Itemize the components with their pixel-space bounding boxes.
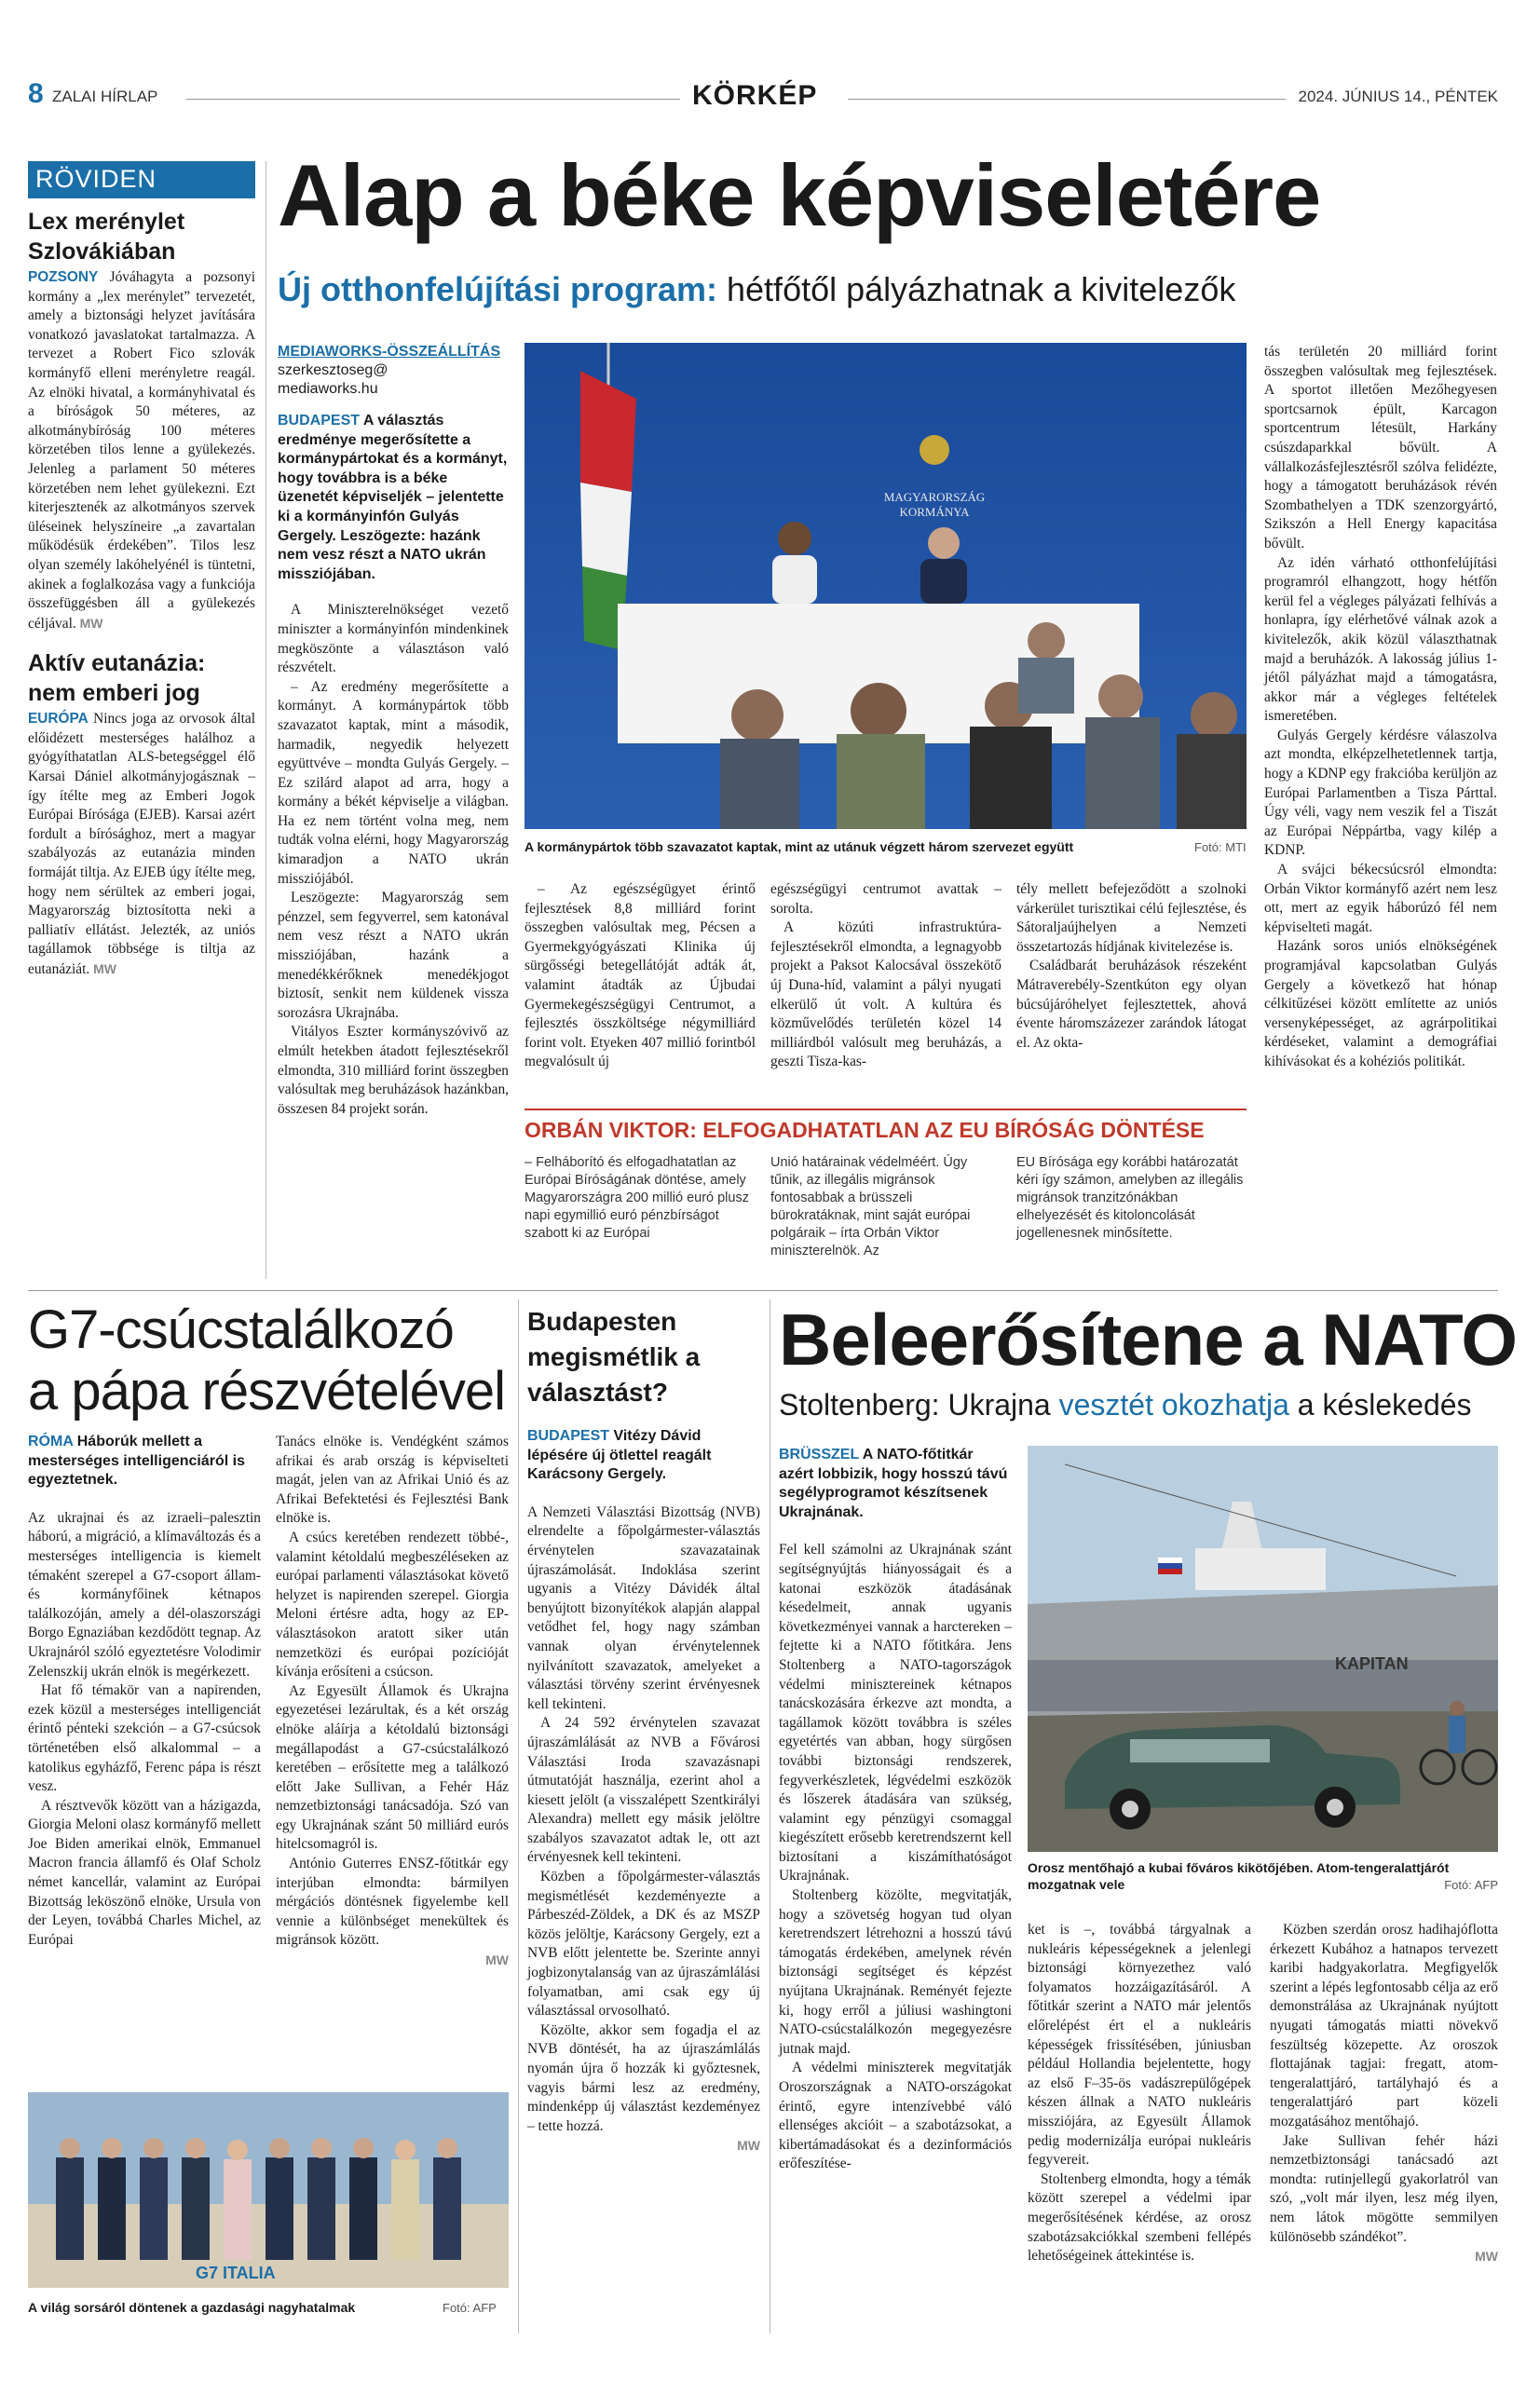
- nato-subtitle-a: Stoltenberg: Ukrajna: [779, 1388, 1051, 1422]
- roviden-item1-text: Jóváhagyta a pozsonyi kormány a „lex merénylet” tervezetét, amely a biztonsági helyzet javítására vonatkozó javaslatokat tartalmazza. A tervezet a Robert Fico szlovák kormányfő elleni merényletre reagál. Az elnöki hivatal, a kormányhivatal és a bíróságok 50 méteres, az alkotmánybíróság 100 méteres körzetében tilos lenne a gyülekezés. Jelenleg a parlament 50 méteres körzetében nem lehet gyülekezni. Ezt kiterjesztenék az alkotmányos szervek üléseinek helyszíneire „a zavartalan működésük érdekében”. Tilos lesz olyan személy lakóhelyénél is tüntetni, akinek a foglalkozása vagy a funkciója összefüggésben áll a gyülekezés céljával.: [28, 269, 255, 632]
- quote-columns: [525, 1154, 1247, 1260]
- nato-col1: [779, 1446, 1012, 2174]
- havana-ship-image: [1028, 1446, 1498, 1852]
- page-date: 2024. JÚNIUS 14., PÉNTEK: [1298, 88, 1498, 105]
- paragraph: tély mellett befejeződött a szolnoki várkerület turisztikai célú fejlesztése, és Sátoraljaújhelyen a Nemzeti összetartozás hídjának kivitelezése is.: [1016, 881, 1247, 955]
- g7-banner: G7 ITALIA: [196, 2264, 276, 2282]
- budapest-title: Budapesten megismétlik a választást?: [527, 1307, 701, 1407]
- header-rule-right: [848, 99, 1286, 100]
- main-photo: [525, 343, 1247, 829]
- g7-col1: [28, 1433, 261, 1950]
- g7-place: RÓMA: [28, 1434, 74, 1449]
- nato-col2: [1028, 1921, 1251, 2266]
- roviden-item2-place: EURÓPA: [28, 711, 89, 728]
- paragraph: tás területén 20 milliárd forint összegben valósultak meg fejlesztések. A sportot illetően Mezőhegyesen sportcsarnok épült, Karcagon sportcentrum létesült, Harkány csúszdaparkkal bővült. A vállalkozásfejlesztésről szólva felidézte, hogy a támogatott beruházások révén Szombathelyen a TDK szenzorgyártó, Szikszón a Hell Energy kapacitása bővült.: [1264, 344, 1497, 551]
- roviden-column: [28, 207, 255, 980]
- roviden-item2-title: Aktív eutanázia: nem emberi jog: [28, 650, 206, 707]
- section-divider: [28, 1290, 1498, 1291]
- paragraph: Jake Sullivan fehér házi nemzetbiztonsági tanácsadó azt mondta: rutinjellegű gyakorlatról van szó, „volt már ilyen, lesz még ilyen, nem látok mögötte semmilyen különösebb szándékot”.: [1270, 2132, 1498, 2245]
- page-header: [28, 78, 1498, 116]
- quote-col: EU Bírósága egy korábbi határozatát kéri így számon, amelyben az illegális migránsok tranzitzónákban elhelyezését és kitoloncolását jogellenesnek minősítette.: [1016, 1155, 1244, 1241]
- nato-subtitle-c: a késlekedés: [1297, 1388, 1472, 1422]
- main-byline: [278, 343, 509, 399]
- paragraph: Közölte, akkor sem fogadja el az NVB döntését, ha az újraszámlálás nyomán újra ő hozzák ki győztesnek, vagyis bármi lesz az eredmény, mindenképp új választást kezdeményez – tette hozzá.: [527, 2021, 760, 2134]
- nato-lead: [779, 1446, 1012, 1522]
- paragraph: Közben a főpolgármester-választás megismétlését kezdeményezte a Párbeszéd-Zöldek, a DK és az MSZP közös jelöltje, Karácsony Gergely, ezt a NVB előtt jelentette be. Szerinte annyi jogbizonytalanság van az újraszámlálási folyamatban, ami csak egy új választással orvosolható.: [527, 1869, 760, 2020]
- main-lead: [278, 412, 509, 584]
- main-lead-text: A választás eredménye megerősítette a kormánypártokat és a kormányt, hogy továbbra is a béke üzenetét képviseljék – jelentette ki a kormányinfón Gulyás Gergely. Leszögezte: hazánk nem vesz részt a NATO ukrán missziójában.: [278, 413, 508, 582]
- byline-name: MEDIAWORKS-ÖSSZEÁLLÍTÁS: [278, 344, 501, 360]
- roviden-item2-sign: MW: [93, 961, 116, 976]
- nato-subtitle: [779, 1388, 1472, 1422]
- main-col3: [770, 880, 1001, 1072]
- nato-photo-credit: Fotó: AFP: [1444, 1878, 1498, 1892]
- byline-mail2: mediaworks.hu: [278, 381, 378, 397]
- paragraph: Hat fő témakör van a napirenden, ezek közül a mesterséges intelligenciát érintő pénteki szekción – a G7-csúcsok történetében első alkalommal – a katolikus egyházfő, Ferenc pápa is részt vesz.: [28, 1682, 261, 1795]
- roviden-item1-body: [28, 268, 255, 633]
- g7-lead: [28, 1433, 261, 1490]
- paragraph: Családbarát beruházások részeként Mátraverebély-Szentkúton egy olyan búcsújáróhelyet fejlesztettek, ahová évente háromszázezer zarándok látogat el. Az okta-: [1016, 958, 1247, 1051]
- paragraph: Tanács elnöke is. Vendégként számos afrikai és arab ország is képviselteti magát, jelen van az Afrikai Unió és az Afrikai Befektetési és Fejlesztési Bank elnöke is.: [276, 1434, 509, 1527]
- main-col2: [525, 880, 756, 1072]
- paragraph: A csúcs keretében rendezett többé-, valamint kétoldalú megbeszéléseken az európai parlamenti választásokat követő helyzet is napirenden szerepel. Giorgia Meloni értésre adta, hogy az EP-választásokon aratott siker után nemzetközi és európai pozícióját kívánja erősíteni a csúcson.: [276, 1529, 509, 1680]
- backdrop-text-1: MAGYARORSZÁG: [883, 490, 986, 504]
- paragraph: A 24 592 érvénytelen szavazat újraszámlálását az NVB a Fővárosi Választási Iroda szavazásnapi útmutatóját használja, ezerint ahol a kiesett jelölt (a visszalépett Szentkirályi Alexandra) mellett egy másik jelöltre szabályos szavazatot adtak le, ott azt érvényesnek kell tekinteni.: [527, 1715, 760, 1866]
- budapest-place: BUDAPEST: [527, 1428, 610, 1444]
- section-title: KÖRKÉP: [692, 80, 818, 111]
- roviden-item1-place: POZSONY: [28, 269, 99, 285]
- paragraph: A Miniszterelnökséget vezető miniszter a kormányinfón mindenkinek megköszönte a választáson való részvételt.: [278, 602, 509, 676]
- press-conference-image: [525, 343, 1247, 829]
- page-number: 8: [28, 78, 44, 109]
- nato-subtitle-b: vesztét okozhatja: [1058, 1388, 1289, 1422]
- paragraph: – Az egészségügyet érintő fejlesztések 8,8 milliárd forint összegben valósultak meg, Pécsen a Gyermekgyógyászati Klinika új sürgősségi betegellátóját adták át, valamint átadták az Újbudai Gyermekegészségügyi Centrumot, a fejlesztés összköltsége négymilliárd forint volt. Etyeken 407 millió forintból megvalósult új: [525, 881, 756, 1070]
- g7-title-line1: G7-csúcstalálkozó: [28, 1299, 454, 1360]
- paragraph: António Guterres ENSZ-főtitkár egy interjúban elmondta: bármilyen mérgációs döntésnek figyelembe kell vennie a különbséget menekültek és migránsok között.: [276, 1856, 509, 1949]
- main-place: BUDAPEST: [278, 413, 361, 429]
- nato-place: BRÜSSZEL: [779, 1447, 859, 1462]
- main-subtitle-b: hétfőtől pályázhatnak a kivitelezők: [727, 270, 1236, 308]
- paragraph: Vitályos Eszter kormányszóvivő az elmúlt hetekben átadott fejlesztésekről elmondta, 310 milliárd forint összegben valósultak meg beruházások hazánkban, összesen 84 projekt során.: [278, 1024, 509, 1117]
- budapest-sign: MW: [737, 2138, 760, 2154]
- g7-lead-text: Háborúk mellett a mesterséges intelligenciáról is egyeztetnek.: [28, 1434, 245, 1489]
- main-col1-body: [278, 601, 509, 1119]
- quote-box: [525, 1109, 1247, 1267]
- paragraph: Az idén várható otthonfelújítási programról elhangzott, hogy hétfőn kerül fel a végleges pályázati felhívás a honlapra, így elérhetővé válnak azok a kivitelezők, akik közül választhatnak majd a beruházók. A lakosság július 1-jétől pályázhat majd a támogatásra, akkor már a végleges feltételek ismeretében.: [1264, 554, 1497, 725]
- paragraph: Az Egyesült Államok és Ukrajna egyezetései lezárultak, és a két ország elnöke aláírja a kétoldalú biztonsági megállapodást a G7-csúcstalálkozó keretében – erősítette meg a találkozó előtt Jake Sullivan, a Fehér Ház nemzetbiztonsági tanácsadója. Szó van egy Ukrajnának szánt 50 milliárd eurós hitelcsomagról is.: [276, 1682, 509, 1853]
- g7-photo: [28, 2092, 509, 2288]
- ship-name: KAPITAN: [1335, 1654, 1409, 1673]
- roviden-tag: RÖVIDEN: [28, 161, 255, 198]
- paragraph: A védelmi miniszterek megvitatják Oroszországnak a NATO-országokat érintő, egyre intenzívebbé váló ellenséges akcióit – a szabotázsokat, a kibertámadásokat és a dezinformációs erőfeszítése-: [779, 2060, 1012, 2172]
- paragraph: Stoltenberg közölte, megvitatják, hogy a szövetség hogyan tud olyan keretrendszert létrehozni a hosszú távú támogatás érdekében, amelynek révén biztonsági segítséget és képzést nyújtana Ukrajnának. Reményét fejezte ki, hogy erről a júliusi washingtoni NATO-csúcstalálkozón megegyezésre jutnak majd.: [779, 1887, 1012, 2057]
- nato-col1-body: [779, 1541, 1012, 2174]
- byline-mail1: szerkesztoseg@: [278, 362, 388, 378]
- main-photo-credit: Fotó: MTI: [1194, 840, 1247, 854]
- main-col4: [1016, 880, 1247, 1053]
- paragraph: Leszögezte: Magyarország sem pénzzel, sem fegyverrel, sem katonával nem vesz részt a NATO ukrán missziójában, hazánk a menedékkérőknek menedékjogot biztosít, senkit nem küldenek vissza sorozásra Ukrajnába.: [278, 890, 509, 1021]
- paragraph: A svájci békecsúcsról elmondta: Orbán Viktor kormányfő azért nem lesz ott, mert az egyik háborúzó fél nem képviselteti magát.: [1264, 862, 1497, 935]
- nato-title: Beleerősítene a NATO: [779, 1299, 1518, 1381]
- quote-title: ORBÁN VIKTOR: ELFOGADHATATLAN AZ EU BÍRÓSÁG DÖNTÉSE: [525, 1118, 1205, 1142]
- paragraph: A közúti infrastruktúra-fejlesztésekről elmondta, a legnagyobb projekt a Paksot Kalocsával összekötő új Duna-híd, valamint a pályi nyugati elkerülő út volt. A kultúra és közművelődés területén közel 14 milliárdból valósult meg beruházás, a geszti Tisza-kas-: [770, 919, 1001, 1070]
- main-subtitle: [278, 270, 1235, 309]
- main-subtitle-a: Új otthonfelújítási program:: [278, 270, 717, 308]
- main-col5: [1264, 343, 1497, 1072]
- budapest-body: [527, 1503, 760, 2156]
- g7-title: [28, 1299, 505, 1422]
- paragraph: ket is –, továbbá tárgyalnak a nukleáris képességeknek a jelenlegi biztonsági környezethez való folyamatos hozzáigazításáról. A főtitkár szerint a NATO már jelentős előrelépést ért el a nukleáris képességek frissítésében, júniusban például Hollandia bejelentette, hogy az első F–35-ös vadászrepülőgépek készen állnak a NATO nukleáris missziójára, az Egyesült Államok pedig modernizálja európai nukleáris fegyvereit.: [1028, 1922, 1251, 2169]
- paragraph: Stoltenberg elmondta, hogy a témák között szerepel a védelmi ipar megerősítésének kérdése, az orosz szabotázsakciókkal szembeni fellépés lehetőségeinek áttekintése is.: [1028, 2170, 1251, 2265]
- budapest-lead: [527, 1427, 760, 1485]
- paragraph: Hazánk soros uniós elnökségének programjával kapcsolatban Gulyás Gergely a következő hat hónap célkitűzései között említette az uniós versenyképességet, az agrárpolitikai kérdéseket, valamint a demográfiai kihívásokat és a kohéziós politikát.: [1264, 938, 1497, 1069]
- paragraph: – Az eredmény megerősítette a kormányt. A kormánypártok több szavazatot kaptak, mint a második, harmadik, negyedik helyezett együttvéve – mondta Gulyás Gergely. – Ez szilárd alapot ad arra, hogy a kormány a békét képviselje a világban. Ha ez nem történt volna meg, nem tudták volna elérni, hogy Magyarország kimaradjon a NATO ukrán missziójából.: [278, 678, 509, 887]
- nato-photo: [1028, 1446, 1498, 1852]
- nato-lead-text: A NATO-főtitkár azért lobbizik, hogy hosszú távú segélyprogramot készítsenek Ukrajnának.: [779, 1447, 1008, 1520]
- g7-col1-body: [28, 1509, 261, 1951]
- nato-col3: [1270, 1921, 1498, 2267]
- roviden-item1-title: Lex merénylet Szlovákiában: [28, 209, 185, 265]
- g7-sign: MW: [485, 1952, 509, 1968]
- paper-name: ZALAI HÍRLAP: [52, 88, 158, 105]
- nato-photo-caption: Orosz mentőhajó a kubai főváros kikötőjében. Atom-tengeralattjárót mozgatnak vele: [1028, 1860, 1450, 1892]
- main-title: Alap a béke képviseletére: [278, 146, 1321, 244]
- paragraph: A Nemzeti Választási Bizottság (NVB) elrendelte a főpolgármester-választás érvénytelen szavazatainak újraszámolását. Indoklása szerint ugyanis a Vitézy Dávidék által benyújtott bizonyítékok alapján alappal vetődhet fel, hogy nagy számban vannak olyan érvénytelennek nyilvánított szavazatok, amelyeket a választási törvény szerint érvényesnek kell tekinteni.: [527, 1503, 760, 1712]
- roviden-item2-text: Nincs joga az orvosok által előidézett mesterséges halálhoz a gyógyíthatatlan ALS-betegséggel élő Karsai Dániel alkotmányjogásznak – így ítélte meg az Emberi Jogok Európai Bírósága (EJEB). Karsai azért fordult a bírósághoz, mert a magyar szabályozás az eutanázia minden formáját tiltja. Az EJEB úgy ítélte meg, hogy nem sérültek az emberi jogai, Magyarország biztosította neki a palliatív ellátást. Jelezték, az uniós tagállamok többsége is tiltja az eutanáziát.: [28, 711, 255, 977]
- paragraph: Gulyás Gergely kérdésre válaszolva azt mondta, elképzelhetetlennek tartja, hogy a KDNP egy frakcióba kerüljön az Európai Parlamentben a Tisza Párttal. Úgy véli, vagy nem veszik fel a Tiszát az Európai Néppártba, vagy kilép a KDNP.: [1264, 727, 1497, 859]
- backdrop-text-2: KORMÁNYA: [899, 505, 970, 519]
- main-col1: [278, 343, 509, 1119]
- budapest-lead-text: Vitézy Dávid lépésére új ötlettel reagált Karácsony Gergely.: [527, 1428, 712, 1483]
- header-rule-left: [186, 99, 680, 100]
- roviden-item2-body: [28, 710, 255, 979]
- paragraph: egészségügyi centrumot avattak – sorolta.: [770, 881, 1001, 917]
- g7-photo-caption: A világ sorsáról döntenek a gazdasági nagyhatalmak: [28, 2300, 356, 2315]
- paragraph: Fel kell számolni az Ukrajnának szánt segítségnyújtás hiányosságait és a katonai eszközök átadásának késedelmeit, annak ugyanis következményei vannak a harctereken – fejtette ki a NATO főtitkára. Jens Stoltenberg a NATO-tagországok védelmi minisztereinek kétnapos tanácskozására érkezve azt mondta, a tagállamok között továbbra is széles egyetértés van abban, hogy sürgősen további biztonsági rendszerek, fegyverkészletek, légvédelmi eszközök és lőszerek átadására van szükség, valamint egy pénzügyi csomaggal kiegészített erősebb keretrendszernt kell biztosítani a kiszámíthatóságot Ukrajnának.: [779, 1542, 1012, 1884]
- paragraph: Közben szerdán orosz hadihajóflotta érkezett Kubához a hatnapos tervezett karibi hadgyakorlatra. Megfigyelők szerint a lépés legfontosabb célja az erő demonstrálása az Ukrajnának nyújtott nyugati támogatás miatti növekvő feszültség közepette. Az oroszok flottajának tagjai: fregatt, atom-tengeralattjáró, tartályhajó és a tengeralattjáró part közeli mozgatásához mentőhajó.: [1270, 1922, 1498, 2129]
- g7-divider: [518, 1299, 519, 2333]
- budapest-article: [527, 1304, 760, 2156]
- g7-title-line2: a pápa részvételével: [28, 1361, 505, 1422]
- quote-col: – Felháborító és elfogadhatatlan az Európai Bíróságának döntése, amely Magyarországra 200 millió euró plusz napi egymillió euró pénzbírságot szabott ki az Európai: [525, 1155, 749, 1241]
- main-photo-caption: A kormánypártok több szavazatot kaptak, mint az utánuk végzett három szervezet együtt: [525, 839, 1074, 854]
- g7-leaders-image: [28, 2092, 509, 2288]
- paragraph: Az ukrajnai és az izraeli–palesztin háború, a migráció, a klímaváltozás és a mesterséges intelligencia is kiemelt témaként szerepel a G7-csoport állam- és kormányfőinek kétnapos találkozóján, amely a dél-olaszországi Borgo Egnaziában kezdődött tegnap. Az Ukrajnáról szóló egyeztetésre Volodimir Zelenszkij ukrán elnök is megérkezett.: [28, 1509, 261, 1680]
- g7-photo-credit: Fotó: AFP: [443, 2301, 497, 2315]
- quote-col: Unió határainak védelméért. Úgy tűnik, az illegális migránsok fontosabbak a brüsszeli bürokratáknak, mint saját európai polgáraik – írta Orbán Viktor miniszterelnök. Az: [770, 1155, 971, 1258]
- paragraph: A résztvevők között van a házigazda, Giorgia Meloni olasz kormányfő mellett Joe Biden amerikai elnök, Emmanuel Macron francia államfő és Olaf Scholz német kancellár, valamint az Európai Bizottság leköszönő elnöke, Ursula von der Leyen, továbbá Charles Michel, az Európai: [28, 1797, 261, 1948]
- roviden-item1-sign: MW: [79, 615, 103, 631]
- g7-col2: [276, 1433, 509, 1971]
- nato-sign: MW: [1475, 2249, 1498, 2265]
